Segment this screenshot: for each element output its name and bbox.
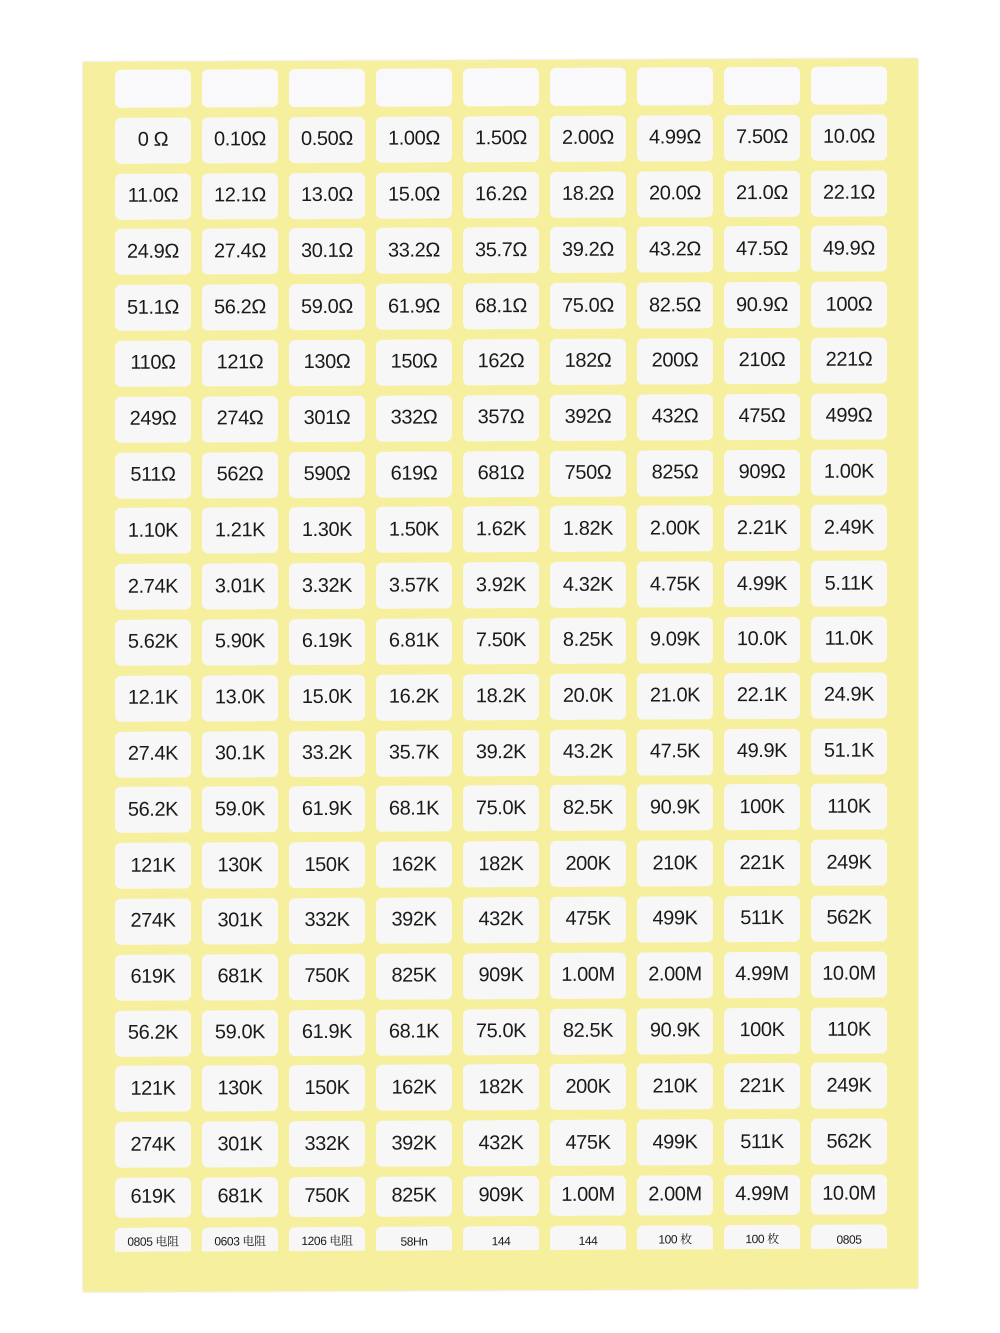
resistor-value-label: 11.0K xyxy=(811,616,887,662)
resistor-value-label: 61.9Ω xyxy=(376,284,452,330)
resistor-value-label: 511K xyxy=(724,1119,800,1165)
resistor-value-label: 475Ω xyxy=(724,394,800,440)
resistor-value-label: 90.9Ω xyxy=(724,282,800,328)
resistor-value-label: 4.99Ω xyxy=(637,115,713,161)
resistor-value-label: 18.2K xyxy=(463,674,539,720)
blank-label xyxy=(463,68,539,106)
resistor-value-label: 475K xyxy=(550,897,626,943)
resistor-value-label: 49.9K xyxy=(724,728,800,774)
resistor-value-label: 11.0Ω xyxy=(115,173,191,219)
resistor-value-label: 82.5K xyxy=(550,1008,626,1054)
resistor-value-label: 249K xyxy=(811,1063,887,1109)
resistor-value-label: 0.10Ω xyxy=(202,117,278,163)
resistor-value-label: 75.0Ω xyxy=(550,283,626,329)
resistor-value-label: 121K xyxy=(115,1066,191,1112)
resistor-value-label: 392K xyxy=(376,1121,452,1167)
resistor-value-label: 432Ω xyxy=(637,394,713,440)
resistor-value-label: 35.7K xyxy=(376,730,452,776)
resistor-value-label: 2.49K xyxy=(811,505,887,551)
bottom-cut-label: 100 枚 xyxy=(724,1225,800,1249)
resistor-value-label: 750K xyxy=(289,954,365,1000)
resistor-value-label: 10.0M xyxy=(811,1174,887,1214)
resistor-value-label: 562K xyxy=(811,895,887,941)
resistor-value-label: 511K xyxy=(724,896,800,942)
resistor-value-label: 18.2Ω xyxy=(550,171,626,217)
resistor-value-label: 200Ω xyxy=(637,338,713,384)
resistor-value-label: 68.1Ω xyxy=(463,283,539,329)
resistor-value-label: 182K xyxy=(463,1064,539,1110)
resistor-value-label: 8.25K xyxy=(550,618,626,664)
blank-label xyxy=(811,66,887,104)
resistor-value-label: 825K xyxy=(376,953,452,999)
resistor-value-label: 75.0K xyxy=(463,1009,539,1055)
resistor-value-label: 1.62K xyxy=(463,506,539,552)
blank-label xyxy=(550,68,626,106)
resistor-value-label: 432K xyxy=(463,897,539,943)
resistor-value-label: 90.9K xyxy=(637,785,713,831)
resistor-value-label: 392K xyxy=(376,897,452,943)
resistor-value-label: 4.99M xyxy=(724,1175,800,1215)
resistor-value-label: 3.92K xyxy=(463,562,539,608)
resistor-value-label: 7.50Ω xyxy=(724,115,800,161)
resistor-value-label: 2.00K xyxy=(637,506,713,552)
resistor-value-label: 4.32K xyxy=(550,562,626,608)
resistor-value-label: 0.50Ω xyxy=(289,117,365,163)
resistor-value-label: 15.0Ω xyxy=(376,172,452,218)
resistor-value-label: 27.4K xyxy=(115,731,191,777)
resistor-value-label: 619K xyxy=(115,1177,191,1217)
resistor-value-label: 5.90K xyxy=(202,619,278,665)
resistor-value-label: 301K xyxy=(202,1121,278,1167)
resistor-value-label: 100K xyxy=(724,1007,800,1053)
resistor-value-label: 681Ω xyxy=(463,451,539,497)
resistor-value-label: 22.1Ω xyxy=(811,170,887,216)
resistor-value-label: 5.62K xyxy=(115,619,191,665)
resistor-value-label: 30.1Ω xyxy=(289,228,365,274)
resistor-value-label: 162Ω xyxy=(463,339,539,385)
resistor-value-label: 1.00K xyxy=(811,449,887,495)
resistor-value-label: 221K xyxy=(724,840,800,886)
blank-label xyxy=(115,70,191,108)
resistor-value-label: 301Ω xyxy=(289,396,365,442)
resistor-value-label: 59.0K xyxy=(202,787,278,833)
blank-label xyxy=(289,69,365,107)
resistor-value-label: 3.32K xyxy=(289,563,365,609)
resistor-value-label: 825Ω xyxy=(637,450,713,496)
resistor-value-label: 301K xyxy=(202,898,278,944)
resistor-value-label: 357Ω xyxy=(463,395,539,441)
resistor-value-label: 4.75K xyxy=(637,561,713,607)
resistor-value-label: 12.1Ω xyxy=(202,173,278,219)
bottom-cut-label: 144 xyxy=(550,1225,626,1249)
resistor-value-label: 7.50K xyxy=(463,618,539,664)
resistor-value-label: 20.0K xyxy=(550,673,626,719)
resistor-value-label: 182K xyxy=(463,841,539,887)
resistor-value-label: 162K xyxy=(376,842,452,888)
resistor-value-label: 110K xyxy=(811,784,887,830)
resistor-value-label: 121K xyxy=(115,843,191,889)
resistor-value-label: 562Ω xyxy=(202,452,278,498)
resistor-value-label: 10.0K xyxy=(724,617,800,663)
resistor-value-label: 274K xyxy=(115,898,191,944)
resistor-value-label: 150K xyxy=(289,1065,365,1111)
resistor-value-label: 16.2Ω xyxy=(463,172,539,218)
bottom-cut-label: 1206 电阻 xyxy=(289,1227,365,1251)
resistor-value-label: 3.57K xyxy=(376,563,452,609)
resistor-value-label: 332K xyxy=(289,1121,365,1167)
resistor-value-label: 432K xyxy=(463,1120,539,1166)
resistor-value-label: 20.0Ω xyxy=(637,171,713,217)
resistor-value-label: 56.2Ω xyxy=(202,284,278,330)
resistor-value-label: 681K xyxy=(202,954,278,1000)
resistor-value-label: 332Ω xyxy=(376,395,452,441)
resistor-value-label: 56.2K xyxy=(115,1010,191,1056)
resistor-value-label: 21.0K xyxy=(637,673,713,719)
resistor-value-label: 619K xyxy=(115,954,191,1000)
resistor-value-label: 392Ω xyxy=(550,394,626,440)
resistor-value-label: 130Ω xyxy=(289,340,365,386)
bottom-cut-label: 0805 电阻 xyxy=(115,1227,191,1251)
resistor-value-label: 1.10K xyxy=(115,508,191,554)
resistor-value-label: 21.0Ω xyxy=(724,170,800,216)
resistor-value-label: 61.9K xyxy=(289,786,365,832)
resistor-value-label: 681K xyxy=(202,1177,278,1217)
resistor-value-label: 511Ω xyxy=(115,452,191,498)
blank-label xyxy=(376,68,452,106)
resistor-value-label: 499Ω xyxy=(811,393,887,439)
resistor-value-label: 100Ω xyxy=(811,282,887,328)
resistor-value-label: 2.00Ω xyxy=(550,115,626,161)
resistor-value-label: 39.2Ω xyxy=(550,227,626,273)
resistor-value-label: 75.0K xyxy=(463,785,539,831)
resistor-value-label: 909K xyxy=(463,1176,539,1216)
resistor-value-label: 210K xyxy=(637,840,713,886)
resistor-value-label: 130K xyxy=(202,842,278,888)
resistor-value-label: 2.00M xyxy=(637,1175,713,1215)
resistor-value-label: 5.11K xyxy=(811,561,887,607)
resistor-value-label: 47.5Ω xyxy=(724,226,800,272)
resistor-value-label: 221Ω xyxy=(811,337,887,383)
resistor-value-label: 200K xyxy=(550,1064,626,1110)
bottom-cut-label: 58Hn xyxy=(376,1226,452,1250)
resistor-value-label: 2.74K xyxy=(115,564,191,610)
resistor-value-label: 4.99M xyxy=(724,952,800,998)
resistor-value-label: 43.2Ω xyxy=(637,227,713,273)
label-grid xyxy=(115,66,887,1251)
resistor-value-label: 3.01K xyxy=(202,563,278,609)
resistor-value-label: 249Ω xyxy=(115,396,191,442)
resistor-value-label: 39.2K xyxy=(463,730,539,776)
resistor-value-label: 210Ω xyxy=(724,338,800,384)
resistor-value-label: 56.2K xyxy=(115,787,191,833)
resistor-value-label: 619Ω xyxy=(376,451,452,497)
resistor-value-label: 1.00M xyxy=(550,952,626,998)
resistor-value-label: 1.82K xyxy=(550,506,626,552)
resistor-value-label: 68.1K xyxy=(376,786,452,832)
blank-label xyxy=(637,67,713,105)
resistor-value-label: 82.5K xyxy=(550,785,626,831)
resistor-value-label: 90.9K xyxy=(637,1008,713,1054)
resistor-value-label: 150Ω xyxy=(376,339,452,385)
resistor-value-label: 33.2K xyxy=(289,730,365,776)
resistor-value-label: 27.4Ω xyxy=(202,229,278,275)
resistor-value-label: 221K xyxy=(724,1063,800,1109)
resistor-value-label: 22.1K xyxy=(724,673,800,719)
resistor-value-label: 51.1K xyxy=(811,728,887,774)
bottom-cut-label: 100 枚 xyxy=(637,1225,713,1249)
resistor-value-label: 590Ω xyxy=(289,451,365,497)
resistor-value-label: 562K xyxy=(811,1119,887,1165)
resistor-value-label: 6.81K xyxy=(376,618,452,664)
resistor-value-label: 59.0Ω xyxy=(289,284,365,330)
resistor-value-label: 1.00Ω xyxy=(376,116,452,162)
resistor-value-label: 4.99K xyxy=(724,561,800,607)
resistor-value-label: 2.00M xyxy=(637,952,713,998)
resistor-value-label: 210K xyxy=(637,1064,713,1110)
resistor-value-label: 16.2K xyxy=(376,674,452,720)
resistor-value-label: 274Ω xyxy=(202,396,278,442)
resistor-value-label: 33.2Ω xyxy=(376,228,452,274)
resistor-value-label: 68.1K xyxy=(376,1009,452,1055)
resistor-value-label: 35.7Ω xyxy=(463,227,539,273)
resistor-value-label: 82.5Ω xyxy=(637,282,713,328)
resistor-value-label: 24.9K xyxy=(811,672,887,718)
resistor-value-label: 332K xyxy=(289,898,365,944)
resistor-value-label: 51.1Ω xyxy=(115,285,191,331)
resistor-value-label: 909K xyxy=(463,953,539,999)
resistor-value-label: 30.1K xyxy=(202,731,278,777)
resistor-value-label: 1.50Ω xyxy=(463,116,539,162)
resistor-value-label: 110Ω xyxy=(115,341,191,387)
resistor-value-label: 121Ω xyxy=(202,340,278,386)
resistor-value-label: 475K xyxy=(550,1120,626,1166)
resistor-value-label: 10.0M xyxy=(811,951,887,997)
blank-label xyxy=(724,67,800,105)
resistor-value-label: 499K xyxy=(637,1119,713,1165)
resistor-value-label: 6.19K xyxy=(289,619,365,665)
resistor-value-label: 24.9Ω xyxy=(115,229,191,275)
resistor-value-label: 12.1K xyxy=(115,675,191,721)
bottom-cut-label: 0603 电阻 xyxy=(202,1227,278,1251)
resistor-value-label: 47.5K xyxy=(637,729,713,775)
resistor-value-label: 2.21K xyxy=(724,505,800,551)
resistor-value-label: 1.21K xyxy=(202,508,278,554)
resistor-value-label: 9.09K xyxy=(637,617,713,663)
resistor-value-label: 249K xyxy=(811,840,887,886)
resistor-value-label: 130K xyxy=(202,1065,278,1111)
resistor-value-label: 13.0Ω xyxy=(289,172,365,218)
resistor-value-label: 43.2K xyxy=(550,729,626,775)
bottom-cut-label: 144 xyxy=(463,1226,539,1250)
resistor-value-label: 825K xyxy=(376,1176,452,1216)
resistor-value-label: 61.9K xyxy=(289,1009,365,1055)
resistor-value-label: 499K xyxy=(637,896,713,942)
resistor-value-label: 110K xyxy=(811,1007,887,1053)
label-sheet xyxy=(83,58,918,1292)
resistor-value-label: 1.30K xyxy=(289,507,365,553)
resistor-value-label: 750Ω xyxy=(550,450,626,496)
resistor-value-label: 909Ω xyxy=(724,449,800,495)
resistor-value-label: 162K xyxy=(376,1065,452,1111)
resistor-value-label: 150K xyxy=(289,842,365,888)
resistor-value-label: 200K xyxy=(550,841,626,887)
resistor-value-label: 1.00M xyxy=(550,1176,626,1216)
resistor-value-label: 15.0K xyxy=(289,675,365,721)
resistor-value-label: 1.50K xyxy=(376,507,452,553)
resistor-value-label: 274K xyxy=(115,1122,191,1168)
resistor-value-label: 13.0K xyxy=(202,675,278,721)
bottom-cut-label: 0805 xyxy=(811,1224,887,1248)
resistor-value-label: 10.0Ω xyxy=(811,114,887,160)
blank-label xyxy=(202,69,278,107)
resistor-value-label: 0 Ω xyxy=(115,117,191,163)
resistor-value-label: 750K xyxy=(289,1177,365,1217)
resistor-value-label: 182Ω xyxy=(550,339,626,385)
resistor-value-label: 59.0K xyxy=(202,1010,278,1056)
resistor-value-label: 100K xyxy=(724,784,800,830)
resistor-value-label: 49.9Ω xyxy=(811,226,887,272)
